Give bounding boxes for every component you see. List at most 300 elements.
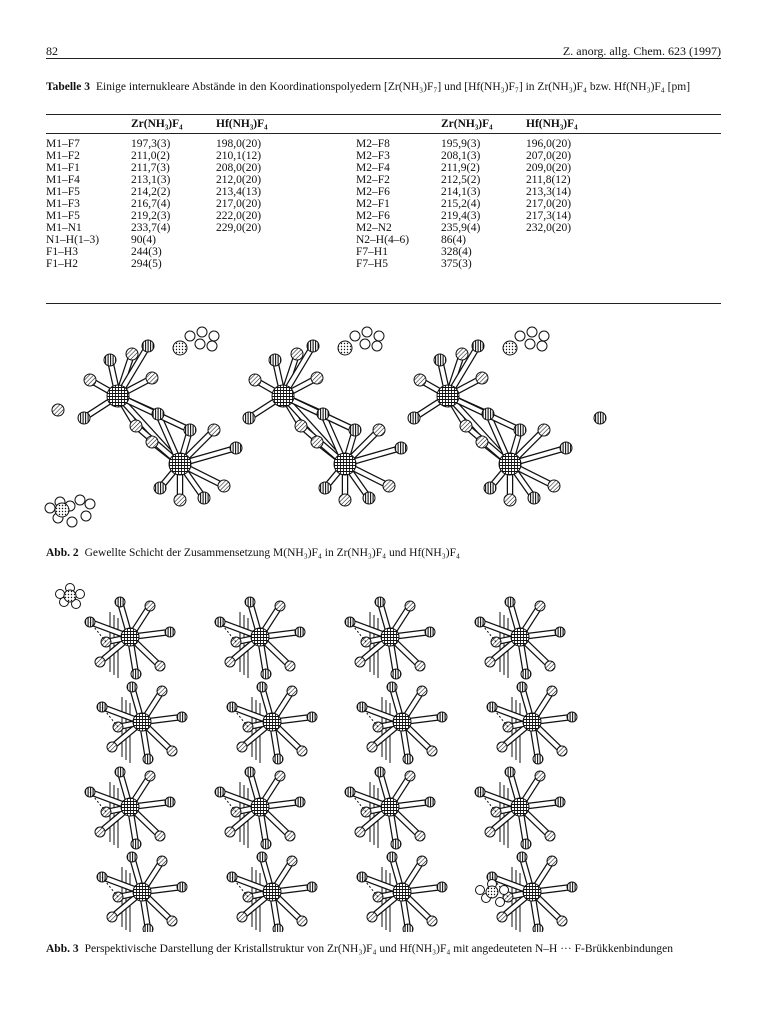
fluorine-atom bbox=[208, 424, 220, 436]
table-cell: M2–F6 bbox=[356, 186, 390, 198]
fluorine-atom bbox=[485, 827, 495, 837]
fluorine-atom bbox=[130, 420, 142, 432]
metal-atom bbox=[133, 713, 151, 731]
metal-atom bbox=[511, 628, 529, 646]
table-cell: N2–H(4–6) bbox=[356, 234, 410, 246]
fluorine-atom bbox=[95, 827, 105, 837]
fluorine-atom bbox=[107, 742, 117, 752]
metal-atom bbox=[381, 798, 399, 816]
table-row bbox=[46, 186, 721, 198]
fluorine-atom bbox=[104, 354, 116, 366]
fluorine-atom bbox=[198, 492, 210, 504]
fluorine-atom bbox=[517, 852, 527, 862]
hydrogen-atom bbox=[67, 517, 77, 527]
table-cell: M1–N1 bbox=[46, 222, 82, 234]
nitrogen-atom bbox=[338, 341, 352, 355]
fluorine-atom bbox=[295, 627, 305, 637]
table-cell bbox=[526, 234, 721, 246]
figure-3-label: Abb. 3 bbox=[46, 943, 79, 955]
fluorine-atom bbox=[355, 827, 365, 837]
fluorine-atom bbox=[391, 839, 401, 849]
fluorine-atom bbox=[245, 597, 255, 607]
fluorine-atom bbox=[143, 924, 153, 932]
fluorine-atom bbox=[307, 882, 317, 892]
fluorine-atom bbox=[521, 839, 531, 849]
fluorine-atom bbox=[275, 601, 285, 611]
table-row bbox=[46, 234, 721, 246]
hydrogen-atom bbox=[496, 898, 505, 907]
fluorine-atom bbox=[383, 480, 395, 492]
fluorine-atom bbox=[403, 924, 413, 932]
fluorine-atom bbox=[472, 340, 484, 352]
table-cell: 195,9(3) bbox=[441, 138, 481, 150]
fluorine-atom bbox=[538, 424, 550, 436]
fluorine-atom bbox=[146, 436, 158, 448]
table-cell: 215,2(4) bbox=[441, 198, 481, 210]
fluorine-atom bbox=[476, 436, 488, 448]
table-cell bbox=[216, 246, 356, 258]
fluorine-atom bbox=[155, 661, 165, 671]
figure-3-crystal-structure bbox=[40, 572, 600, 932]
table-row bbox=[46, 174, 721, 186]
fluorine-atom bbox=[237, 912, 247, 922]
fluorine-atom bbox=[127, 682, 137, 692]
table-cell bbox=[526, 258, 721, 272]
fluorine-atom bbox=[174, 494, 186, 506]
hydrogen-atom bbox=[185, 331, 195, 341]
metal-atom bbox=[381, 628, 399, 646]
table-cell: 219,2(3) bbox=[131, 210, 171, 222]
fluorine-atom bbox=[126, 348, 138, 360]
fluorine-atom bbox=[545, 661, 555, 671]
fluorine-atom bbox=[225, 657, 235, 667]
table-cell: M2–F4 bbox=[356, 162, 390, 174]
table-cell: 294(5) bbox=[131, 258, 162, 270]
hydrogen-atom bbox=[515, 331, 525, 341]
table-cell: 212,5(2) bbox=[441, 174, 481, 186]
fluorine-atom bbox=[155, 831, 165, 841]
table-cell: 197,3(3) bbox=[131, 138, 171, 150]
hydrogen-atom bbox=[362, 327, 372, 337]
fluorine-atom bbox=[415, 661, 425, 671]
fluorine-atom bbox=[95, 657, 105, 667]
fluorine-atom bbox=[131, 669, 141, 679]
fluorine-atom bbox=[297, 916, 307, 926]
fluorine-atom bbox=[557, 746, 567, 756]
figure-2-caption bbox=[46, 546, 721, 560]
hydrogen-atom bbox=[350, 331, 360, 341]
table-cell: 217,3(14) bbox=[526, 210, 572, 222]
hydrogen-atom bbox=[197, 327, 207, 337]
fluorine-atom bbox=[319, 482, 331, 494]
table-cell: M1–F5 bbox=[46, 186, 80, 198]
table-header-cell bbox=[46, 116, 131, 134]
table-header-cell: Hf(NH₃)F₄ bbox=[526, 118, 578, 130]
fluorine-atom bbox=[154, 482, 166, 494]
fluorine-atom bbox=[317, 408, 329, 420]
hydrogen-atom bbox=[374, 331, 384, 341]
fluorine-atom bbox=[261, 839, 271, 849]
table-cell: 213,4(13) bbox=[216, 186, 262, 198]
fluorine-atom bbox=[230, 442, 242, 454]
nitrogen-atom bbox=[486, 886, 498, 898]
fluorine-atom bbox=[505, 767, 515, 777]
fluorine-atom bbox=[157, 686, 167, 696]
metal-atom bbox=[393, 883, 411, 901]
fluorine-atom bbox=[167, 746, 177, 756]
fluorine-atom bbox=[504, 494, 516, 506]
hydrogen-atom bbox=[500, 886, 509, 895]
page-number: 82 bbox=[46, 44, 58, 58]
fluorine-atom bbox=[485, 657, 495, 667]
fluorine-atom bbox=[482, 408, 494, 420]
fluorine-atom bbox=[425, 627, 435, 637]
table-row bbox=[46, 150, 721, 162]
fluorine-atom bbox=[257, 682, 267, 692]
metal-atom bbox=[169, 453, 191, 475]
fluorine-atom bbox=[594, 412, 606, 424]
metal-atom bbox=[511, 798, 529, 816]
distance-table bbox=[46, 116, 721, 272]
metal-atom bbox=[133, 883, 151, 901]
fluorine-atom bbox=[355, 657, 365, 667]
table-cell: M1–F1 bbox=[46, 162, 80, 174]
table-cell: 211,9(2) bbox=[441, 162, 480, 174]
fluorine-atom bbox=[145, 601, 155, 611]
table-cell: 216,7(4) bbox=[131, 198, 171, 210]
hydrogen-atom bbox=[81, 511, 91, 521]
hydrogen-atom bbox=[195, 339, 205, 349]
table-cell: M1–F5 bbox=[46, 210, 80, 222]
fluorine-atom bbox=[307, 712, 317, 722]
fluorine-atom bbox=[287, 856, 297, 866]
table-header-cell: Zr(NH₃)F₄ bbox=[441, 118, 493, 130]
table-cell: 208,0(20) bbox=[216, 162, 262, 174]
fluorine-atom bbox=[127, 852, 137, 862]
metal-atom bbox=[121, 628, 139, 646]
metal-atom bbox=[251, 628, 269, 646]
fluorine-atom bbox=[245, 767, 255, 777]
fluorine-atom bbox=[395, 442, 407, 454]
fluorine-atom bbox=[311, 372, 323, 384]
metal-atom bbox=[523, 883, 541, 901]
fluorine-atom bbox=[560, 442, 572, 454]
fluorine-atom bbox=[285, 661, 295, 671]
fluorine-atom bbox=[557, 916, 567, 926]
fluorine-atom bbox=[414, 374, 426, 386]
fluorine-atom bbox=[375, 767, 385, 777]
table-header-row bbox=[46, 116, 721, 134]
fluorine-atom bbox=[437, 882, 447, 892]
table-cell: 232,0(20) bbox=[526, 222, 572, 234]
fluorine-atom bbox=[297, 746, 307, 756]
fluorine-atom bbox=[417, 856, 427, 866]
table-cell: M2–F8 bbox=[356, 138, 390, 150]
fluorine-atom bbox=[533, 924, 543, 932]
fluorine-atom bbox=[405, 601, 415, 611]
hydrogen-atom bbox=[85, 499, 95, 509]
table-row bbox=[46, 222, 721, 234]
fluorine-atom bbox=[78, 412, 90, 424]
hydrogen-atom bbox=[45, 503, 55, 513]
fluorine-atom bbox=[143, 754, 153, 764]
fluorine-atom bbox=[184, 424, 196, 436]
table-cell: 213,1(3) bbox=[131, 174, 171, 186]
fluorine-atom bbox=[157, 856, 167, 866]
metal-atom bbox=[107, 385, 129, 407]
fluorine-atom bbox=[514, 424, 526, 436]
table-cell: 217,0(20) bbox=[526, 198, 572, 210]
fluorine-atom bbox=[145, 771, 155, 781]
figure-2-crystal-layer bbox=[40, 318, 630, 540]
figure-2-label: Abb. 2 bbox=[46, 547, 79, 559]
fluorine-atom bbox=[152, 408, 164, 420]
table-cell: M2–F1 bbox=[356, 198, 390, 210]
fluorine-atom bbox=[567, 882, 577, 892]
table-cell: 217,0(20) bbox=[216, 198, 262, 210]
nitrogen-atom bbox=[173, 341, 187, 355]
nitrogen-atom bbox=[503, 341, 517, 355]
hydrogen-atom bbox=[372, 341, 382, 351]
table-cell: 214,2(2) bbox=[131, 186, 171, 198]
table-row bbox=[46, 246, 721, 258]
fluorine-atom bbox=[363, 492, 375, 504]
metal-atom bbox=[263, 883, 281, 901]
running-header bbox=[46, 44, 721, 59]
table-body bbox=[46, 134, 721, 273]
fluorine-atom bbox=[548, 480, 560, 492]
table-cell: 212,0(20) bbox=[216, 174, 262, 186]
table-cell: 328(4) bbox=[441, 246, 472, 258]
table-label: Tabelle 3 bbox=[46, 81, 90, 93]
hydrogen-atom bbox=[537, 341, 547, 351]
hydrogen-atom bbox=[75, 495, 85, 505]
table-row bbox=[46, 162, 721, 174]
fluorine-atom bbox=[547, 686, 557, 696]
fluorine-atom bbox=[535, 771, 545, 781]
table-cell bbox=[216, 234, 356, 246]
fluorine-atom bbox=[339, 494, 351, 506]
table-cell: 229,0(20) bbox=[216, 222, 262, 234]
fluorine-atom bbox=[415, 831, 425, 841]
fluorine-atom bbox=[403, 754, 413, 764]
table-top-rule bbox=[46, 114, 721, 115]
fluorine-atom bbox=[237, 742, 247, 752]
fluorine-atom bbox=[367, 912, 377, 922]
table-cell: 86(4) bbox=[441, 234, 466, 246]
table-cell: M1–F3 bbox=[46, 198, 80, 210]
fluorine-atom bbox=[295, 420, 307, 432]
table-cell: 207,0(20) bbox=[526, 150, 572, 162]
table-cell: 222,0(20) bbox=[216, 210, 262, 222]
table-cell: M2–F3 bbox=[356, 150, 390, 162]
table-cell: M1–F2 bbox=[46, 150, 80, 162]
hydrogen-atom bbox=[525, 339, 535, 349]
fluorine-atom bbox=[405, 771, 415, 781]
fluorine-atom bbox=[497, 742, 507, 752]
fluorine-atom bbox=[177, 882, 187, 892]
table-row bbox=[46, 134, 721, 151]
fluorine-atom bbox=[273, 924, 283, 932]
fluorine-atom bbox=[261, 669, 271, 679]
metal-atom bbox=[251, 798, 269, 816]
fluorine-atom bbox=[269, 354, 281, 366]
fluorine-atom bbox=[555, 627, 565, 637]
fluorine-atom bbox=[375, 597, 385, 607]
table-row bbox=[46, 210, 721, 222]
fluorine-atom bbox=[349, 424, 361, 436]
table-cell: 90(4) bbox=[131, 234, 156, 246]
figure-3-caption bbox=[46, 942, 721, 956]
fluorine-atom bbox=[535, 601, 545, 611]
table-header-cell: Zr(NH₃)F₄ bbox=[131, 118, 183, 130]
table-cell: 244(3) bbox=[131, 246, 162, 258]
metal-atom bbox=[437, 385, 459, 407]
nitrogen-atom bbox=[64, 590, 76, 602]
figure-2-caption-text: Gewellte Schicht der Zusammensetzung M(NH₃)F₄ in Zr(NH₃)F₄ und Hf(NH₃)F₄ bbox=[84, 547, 460, 559]
fluorine-atom bbox=[218, 480, 230, 492]
table-cell: 214,1(3) bbox=[441, 186, 481, 198]
table-cell: M1–F7 bbox=[46, 138, 80, 150]
fluorine-atom bbox=[131, 839, 141, 849]
table-row bbox=[46, 258, 721, 272]
hydrogen-atom bbox=[360, 339, 370, 349]
fluorine-atom bbox=[142, 340, 154, 352]
table-cell: 211,7(3) bbox=[131, 162, 170, 174]
table-cell: M2–F6 bbox=[356, 210, 390, 222]
fluorine-atom bbox=[107, 912, 117, 922]
fluorine-atom bbox=[425, 797, 435, 807]
fluorine-atom bbox=[505, 597, 515, 607]
fluorine-atom bbox=[165, 797, 175, 807]
fluorine-atom bbox=[115, 767, 125, 777]
fluorine-atom bbox=[437, 712, 447, 722]
table-cell: 375(3) bbox=[441, 258, 472, 270]
fluorine-atom bbox=[291, 348, 303, 360]
metal-atom bbox=[272, 385, 294, 407]
table-bottom-rule bbox=[46, 303, 721, 304]
nitrogen-atom bbox=[55, 503, 69, 517]
fluorine-atom bbox=[484, 482, 496, 494]
metal-atom bbox=[121, 798, 139, 816]
fluorine-atom bbox=[533, 754, 543, 764]
fluorine-atom bbox=[84, 374, 96, 386]
fluorine-atom bbox=[460, 420, 472, 432]
fluorine-atom bbox=[243, 412, 255, 424]
fluorine-atom bbox=[225, 827, 235, 837]
table-cell: 196,0(20) bbox=[526, 138, 572, 150]
fluorine-atom bbox=[249, 374, 261, 386]
table-row bbox=[46, 198, 721, 210]
fluorine-atom bbox=[497, 912, 507, 922]
table-cell: 213,3(14) bbox=[526, 186, 572, 198]
hydrogen-atom bbox=[527, 327, 537, 337]
fluorine-atom bbox=[52, 404, 64, 416]
fluorine-atom bbox=[307, 340, 319, 352]
hydrogen-atom bbox=[539, 331, 549, 341]
metal-atom bbox=[393, 713, 411, 731]
fluorine-atom bbox=[167, 916, 177, 926]
fluorine-atom bbox=[528, 492, 540, 504]
fluorine-atom bbox=[367, 742, 377, 752]
table-caption bbox=[46, 80, 721, 94]
table-cell bbox=[216, 258, 356, 272]
fluorine-atom bbox=[275, 771, 285, 781]
fluorine-atom bbox=[165, 627, 175, 637]
metal-atom bbox=[523, 713, 541, 731]
table-caption-text: Einige internukleare Abstände in den Koordinationspolyedern [Zr(NH₃)F₇] und [Hf(NH₃)F₇] in Zr(NH₃)F₄ bzw. Hf(NH₃)F₄ [pm] bbox=[95, 81, 691, 93]
fluorine-atom bbox=[287, 686, 297, 696]
figure-3-caption-text: Perspektivische Darstellung der Kristallstruktur von Zr(NH₃)F₄ und Hf(NH₃)F₄ mit angedeuteten N–H ··· F-Brükkenbindungen bbox=[84, 943, 673, 955]
fluorine-atom bbox=[285, 831, 295, 841]
fluorine-atom bbox=[146, 372, 158, 384]
table-cell: M2–N2 bbox=[356, 222, 392, 234]
hydrogen-atom bbox=[476, 886, 485, 895]
hydrogen-atom bbox=[207, 341, 217, 351]
fluorine-atom bbox=[273, 754, 283, 764]
fluorine-atom bbox=[417, 686, 427, 696]
table-cell: F1–H3 bbox=[46, 246, 78, 258]
hydrogen-atom bbox=[209, 331, 219, 341]
table-cell: 219,4(3) bbox=[441, 210, 481, 222]
table-cell: 233,7(4) bbox=[131, 222, 171, 234]
table-header-cell bbox=[356, 116, 441, 134]
table-cell: 211,0(2) bbox=[131, 150, 170, 162]
fluorine-atom bbox=[387, 852, 397, 862]
fluorine-atom bbox=[456, 348, 468, 360]
fluorine-atom bbox=[115, 597, 125, 607]
fluorine-atom bbox=[521, 669, 531, 679]
table-cell: 210,1(12) bbox=[216, 150, 262, 162]
fluorine-atom bbox=[391, 669, 401, 679]
table-cell: 209,0(20) bbox=[526, 162, 572, 174]
table-cell bbox=[526, 246, 721, 258]
fluorine-atom bbox=[517, 682, 527, 692]
table-cell: F1–H2 bbox=[46, 258, 78, 270]
fluorine-atom bbox=[408, 412, 420, 424]
fluorine-atom bbox=[567, 712, 577, 722]
table-cell: M2–F2 bbox=[356, 174, 390, 186]
fluorine-atom bbox=[427, 916, 437, 926]
fluorine-atom bbox=[295, 797, 305, 807]
table-cell: 198,0(20) bbox=[216, 138, 262, 150]
fluorine-atom bbox=[311, 436, 323, 448]
table-cell: 235,9(4) bbox=[441, 222, 481, 234]
fluorine-atom bbox=[545, 831, 555, 841]
table-header-cell: Hf(NH₃)F₄ bbox=[216, 118, 268, 130]
fluorine-atom bbox=[427, 746, 437, 756]
fluorine-atom bbox=[387, 682, 397, 692]
metal-atom bbox=[334, 453, 356, 475]
table-cell: F7–H1 bbox=[356, 246, 388, 258]
metal-atom bbox=[263, 713, 281, 731]
fluorine-atom bbox=[257, 852, 267, 862]
fluorine-atom bbox=[373, 424, 385, 436]
table-cell: 211,8(12) bbox=[526, 174, 571, 186]
fluorine-atom bbox=[555, 797, 565, 807]
fluorine-atom bbox=[476, 372, 488, 384]
table-cell: F7–H5 bbox=[356, 258, 388, 270]
fluorine-atom bbox=[434, 354, 446, 366]
hydrogen-atom bbox=[76, 590, 85, 599]
table-cell: N1–H(1–3) bbox=[46, 234, 100, 246]
table-cell: 208,1(3) bbox=[441, 150, 481, 162]
journal-reference: Z. anorg. allg. Chem. 623 (1997) bbox=[562, 44, 721, 58]
fluorine-atom bbox=[177, 712, 187, 722]
fluorine-atom bbox=[547, 856, 557, 866]
metal-atom bbox=[499, 453, 521, 475]
table-cell: M1–F4 bbox=[46, 174, 80, 186]
